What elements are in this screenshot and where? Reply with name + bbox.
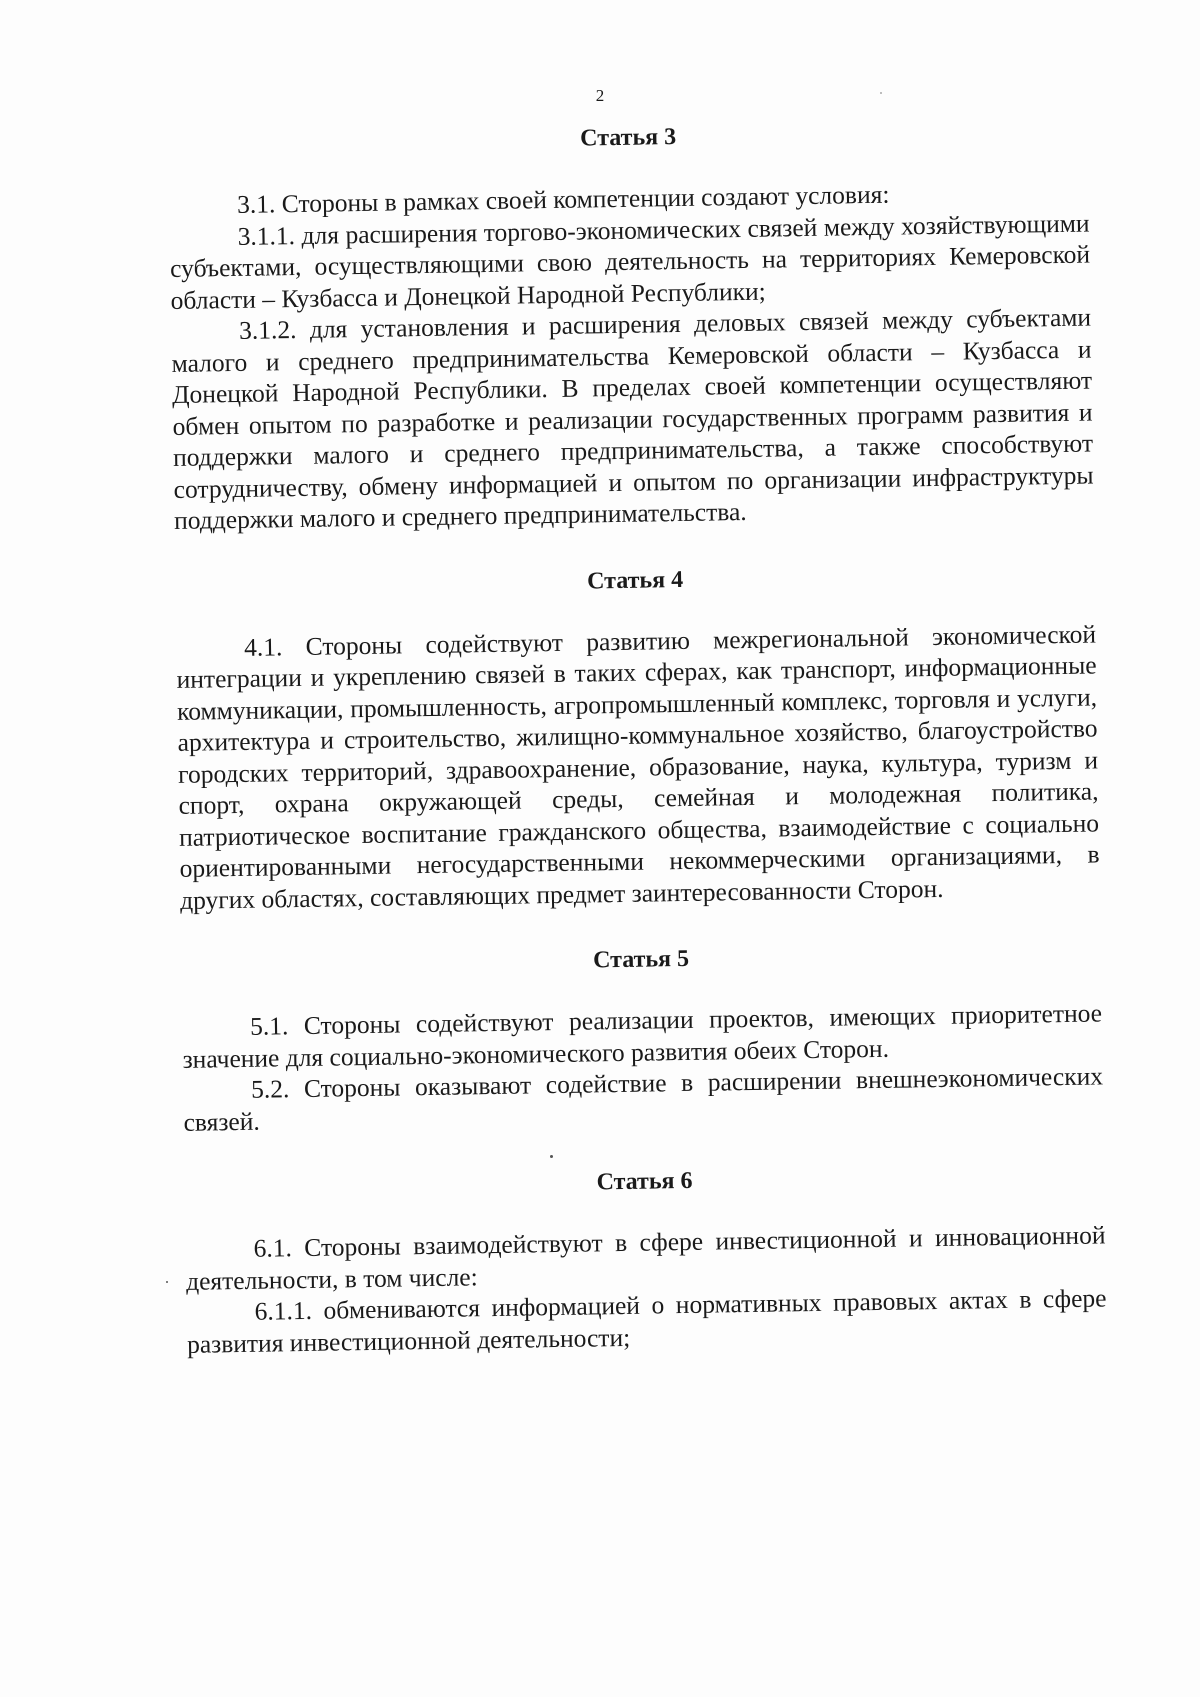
article-6 [184, 1159, 1107, 1359]
article-title: Статья 6 [596, 1167, 693, 1196]
paragraph: 4.1. Стороны содействуют развитию межрегиональной экономической интеграции и укреплению связей в таких сферах, как транспорт, информационные коммуникации, промышленность, агропромышленный комплекс, торговля и услуги, архитектура и строительство, жилищно-коммунальное хозяйство, благоустройство городских территорий, здравоохранение, образование, наука, культура, туризм и спорт, охрана окружающей среды, семейная и молодежная политика, патриотическое воспитание гражданского общества, взаимодействие с социально ориентированными негосударственными некоммерческими организациями, в других областях, составляющих предмет заинтересованности Сторон. [176, 618, 1100, 915]
scan-speck [880, 92, 882, 94]
article-title: Статья 5 [592, 945, 690, 974]
paragraph: 6.1.1. обмениваются информацией о нормативных правовых актах в сфере развития инвестиционной деятельности; [186, 1283, 1107, 1359]
article-4 [175, 558, 1100, 916]
paragraph: 3.1.1. для расширения торгово-экономических связей между хозяйствующими субъектами, осуществляющими свою деятельность на территориях Кемеровской области – Кузбасса и Донецкой Народной Республики; [169, 208, 1091, 315]
scan-speck [550, 1155, 553, 1158]
document-body [168, 116, 1107, 1360]
scan-speck [166, 1281, 168, 1283]
article-title: Статья 3 [579, 124, 677, 152]
article-3 [168, 116, 1094, 537]
article-title: Статья 4 [586, 566, 684, 594]
paragraph: 3.1. Стороны в рамках своей компетенции создают условия: [236, 179, 890, 219]
article-5 [181, 937, 1104, 1137]
paragraph: 6.1. Стороны взаимодействуют в сфере инвестиционной и инновационной деятельности, в том числе: [185, 1220, 1106, 1296]
paragraph: 5.1. Стороны содействуют реализации проектов, имеющих приоритетное значение для социально-экономического развития обеих Сторон. [182, 998, 1103, 1074]
paragraph: 5.2. Стороны оказывают содействие в расширении внешнеэкономических связей. [183, 1061, 1104, 1137]
paragraph: 3.1.2. для установления и расширения деловых связей между субъектами малого и среднего предпринимательства Кемеровской области – Кузбасса и Донецкой Народной Республики. В пределах своей компетенции осуществляют обмен опытом по разработке и реализации государственных программ развития и поддержки малого и среднего предпринимательства, а также способствуют сотрудничеству, обмену информацией и опытом по организации инфраструктуры поддержки малого и среднего предпринимательства. [171, 302, 1094, 535]
page-number: 2 [595, 86, 605, 105]
